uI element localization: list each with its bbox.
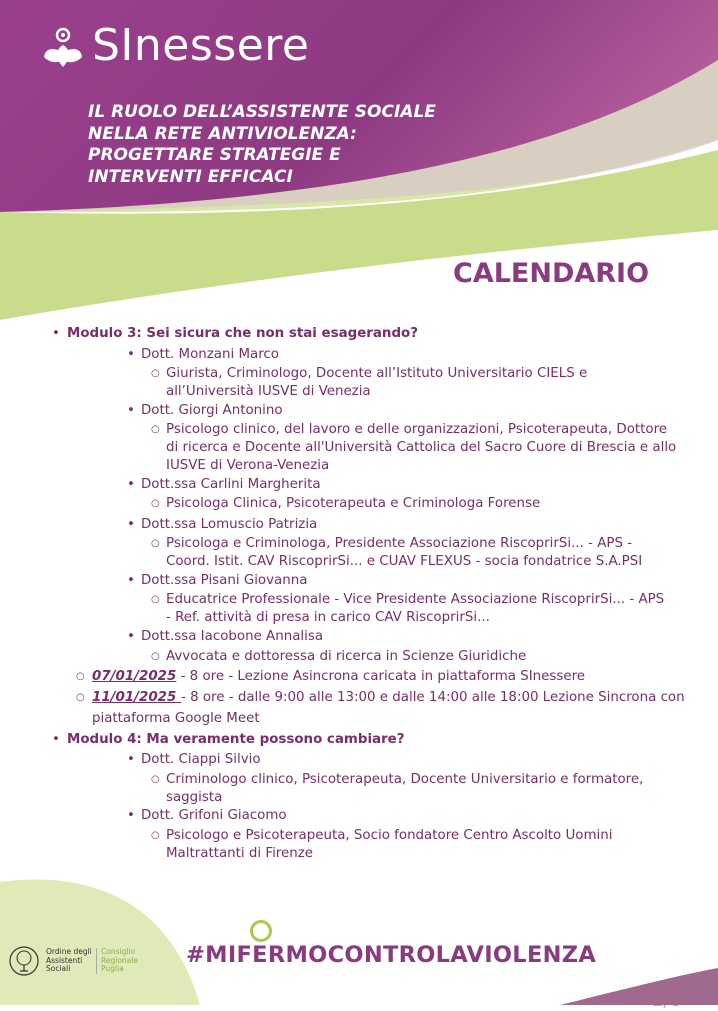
footer-decoration (0, 860, 718, 1005)
speaker-desc: Psicologo clinico, del lavoro e delle organizzazioni, Psicoterapeuta, Dottore (166, 422, 668, 437)
session-row (92, 668, 585, 686)
bullet-dot: • (127, 808, 135, 823)
speaker-name: Dott.ssa Pisani Giovanna (141, 573, 308, 588)
bullet-dot: • (127, 629, 135, 644)
bullet-circle: ○ (151, 651, 160, 662)
session-date: 11/01/2025 (92, 690, 181, 705)
speaker-desc: Coord. Istit. CAV RiscoprirSi... e CUAV FLEXUS - socia fondatrice S.A.PSI (166, 554, 643, 569)
bullet-circle: ○ (76, 671, 85, 682)
speaker-desc: Psicologa e Criminologa, Presidente Associazione RiscoprirSi... - APS - (166, 536, 633, 551)
speaker-desc: IUSVE di Verona-Venezia (166, 458, 330, 473)
hashtag: #MIFERMOCONTROLAVIOLENZA (186, 942, 597, 968)
ordine-label (46, 948, 92, 974)
bullet-dot: • (127, 517, 135, 532)
speaker-name: Dott. Grifoni Giacomo (141, 808, 287, 823)
bullet-dot: • (127, 403, 135, 418)
session-text: - 8 ore - Lezione Asincrona caricata in piattaforma SInessere (176, 669, 586, 684)
hashtag-circle-decoration (250, 920, 272, 942)
speaker-name: Dott. Ciappi Silvio (141, 752, 261, 767)
bullet-circle: ○ (151, 538, 160, 549)
bullet-dot: • (52, 732, 60, 747)
lotus-icon (42, 23, 84, 69)
speaker-desc: Maltrattanti di Firenze (166, 846, 313, 861)
session-text: piattaforma Google Meet (92, 711, 260, 726)
bullet-circle: ○ (76, 692, 85, 703)
bullet-circle: ○ (151, 774, 160, 785)
bullet-circle: ○ (151, 424, 160, 435)
course-title-line: PROGETTARE STRATEGIE E (88, 145, 341, 165)
speaker-desc: Psicologo e Psicoterapeuta, Socio fondatore Centro Ascolto Uomini (166, 828, 613, 843)
bullet-dot: • (127, 752, 135, 767)
bullet-circle: ○ (151, 594, 160, 605)
speaker-name: Dott.ssa Carlini Margherita (141, 477, 321, 492)
module-title: Modulo 3: Sei sicura che non stai esagerando? (67, 326, 419, 341)
speaker-name: Dott.ssa Iacobone Annalisa (141, 629, 324, 644)
ordine-line: Ordine degli (46, 947, 92, 956)
bullet-dot: • (127, 347, 135, 362)
speaker-name: Dott. Giorgi Antonino (141, 403, 283, 418)
speaker-desc: - Ref. attività di presa in carico CAV RiscoprirSi... (166, 610, 490, 625)
consiglio-line: Consiglio (101, 947, 136, 956)
session-row (92, 689, 685, 707)
brand-name: SInessere (92, 20, 310, 71)
module-title: Modulo 4: Ma veramente possono cambiare? (67, 732, 405, 747)
speaker-desc: Avvocata e dottoressa di ricerca in Scienze Giuridiche (166, 649, 527, 664)
ordine-line: Sociali (46, 964, 71, 973)
speaker-name: Dott.ssa Lomuscio Patrizia (141, 517, 318, 532)
speaker-desc: Psicologa Clinica, Psicoterapeuta e Criminologa Forense (166, 496, 541, 511)
consiglio-line: Puglia (101, 964, 124, 973)
bullet-dot: • (127, 573, 135, 588)
session-text: - 8 ore - dalle 9:00 alle 13:00 e dalle 14:00 alle 18:00 Lezione Sincrona con (180, 690, 685, 705)
consiglio-label (96, 948, 138, 974)
session-date: 07/01/2025 (92, 669, 177, 684)
speaker-desc: Giurista, Criminologo, Docente all’Istituto Universitario CIELS e (166, 366, 588, 381)
section-title: CALENDARIO (453, 258, 650, 289)
bullet-dot: • (52, 326, 60, 341)
bullet-dot: • (127, 477, 135, 492)
speaker-desc: Criminologo clinico, Psicoterapeuta, Docente Universitario e formatore, (166, 772, 644, 787)
bullet-circle: ○ (151, 498, 160, 509)
bullet-circle: ○ (151, 368, 160, 379)
speaker-desc: di ricerca e Docente all'Università Cattolica del Sacro Cuore di Brescia e allo (166, 440, 677, 455)
speaker-desc: Educatrice Professionale - Vice Presidente Associazione RiscoprirSi... - APS (166, 592, 665, 607)
course-title-line: NELLA RETE ANTIVIOLENZA: (88, 123, 357, 144)
tree-icon (8, 945, 40, 977)
speaker-desc: saggista (166, 790, 223, 805)
course-title-line: IL RUOLO DELL’ASSISTENTE SOCIALE (88, 102, 436, 122)
bullet-circle: ○ (151, 830, 160, 841)
brand-logo (42, 22, 309, 70)
speaker-desc: all’Università IUSVE di Venezia (166, 384, 371, 399)
page-number: 2/6 (652, 990, 681, 1011)
consiglio-line: Regionale (101, 955, 138, 965)
speaker-name: Dott. Monzani Marco (141, 347, 279, 362)
ordine-line: Assistenti (46, 955, 83, 965)
course-title (88, 102, 508, 188)
course-title-line: INTERVENTI EFFICACI (88, 166, 293, 187)
